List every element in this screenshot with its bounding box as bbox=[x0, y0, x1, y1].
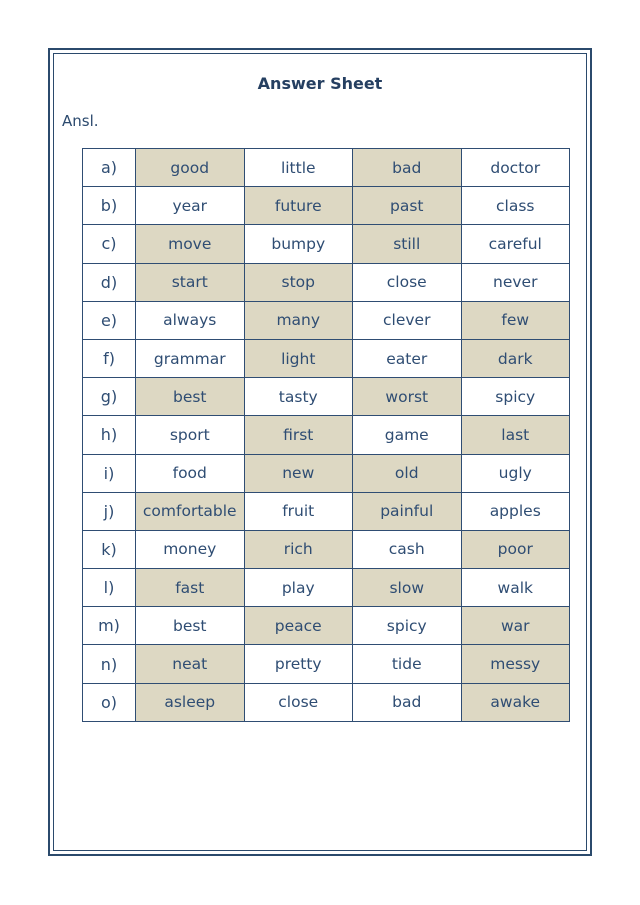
answer-cell-highlighted: messy bbox=[461, 645, 570, 683]
row-letter: c) bbox=[83, 225, 136, 263]
table-row bbox=[83, 301, 570, 339]
answer-cell-highlighted: many bbox=[244, 301, 353, 339]
answer-cell-highlighted: first bbox=[244, 416, 353, 454]
table-row bbox=[83, 492, 570, 530]
answer-cell: pretty bbox=[244, 645, 353, 683]
answer-cell: fruit bbox=[244, 492, 353, 530]
table-row bbox=[83, 607, 570, 645]
answer-cell-highlighted: worst bbox=[353, 378, 462, 416]
row-letter: e) bbox=[83, 301, 136, 339]
row-letter: j) bbox=[83, 492, 136, 530]
answer-cell-highlighted: best bbox=[136, 378, 245, 416]
row-letter: a) bbox=[83, 149, 136, 187]
table-row bbox=[83, 416, 570, 454]
row-letter: f) bbox=[83, 339, 136, 377]
table-row bbox=[83, 149, 570, 187]
answer-cell: never bbox=[461, 263, 570, 301]
row-letter: i) bbox=[83, 454, 136, 492]
answer-cell: close bbox=[244, 683, 353, 721]
answer-cell-highlighted: peace bbox=[244, 607, 353, 645]
answer-cell: best bbox=[136, 607, 245, 645]
table-row bbox=[83, 339, 570, 377]
answer-cell-highlighted: stop bbox=[244, 263, 353, 301]
row-letter: l) bbox=[83, 569, 136, 607]
answer-cell-highlighted: asleep bbox=[136, 683, 245, 721]
answer-cell-highlighted: fast bbox=[136, 569, 245, 607]
answer-cell: always bbox=[136, 301, 245, 339]
answer-cell: spicy bbox=[461, 378, 570, 416]
answer-cell-highlighted: poor bbox=[461, 530, 570, 568]
answer-cell: class bbox=[461, 187, 570, 225]
row-letter: d) bbox=[83, 263, 136, 301]
answer-cell: walk bbox=[461, 569, 570, 607]
answer-cell: year bbox=[136, 187, 245, 225]
row-letter: b) bbox=[83, 187, 136, 225]
answer-cell: ugly bbox=[461, 454, 570, 492]
answer-cell-highlighted: neat bbox=[136, 645, 245, 683]
table-row bbox=[83, 645, 570, 683]
answer-cell-highlighted: awake bbox=[461, 683, 570, 721]
table-row bbox=[83, 263, 570, 301]
answer-cell: cash bbox=[353, 530, 462, 568]
answer-cell-highlighted: dark bbox=[461, 339, 570, 377]
answer-cell-highlighted: few bbox=[461, 301, 570, 339]
answer-cell: tasty bbox=[244, 378, 353, 416]
answer-cell-highlighted: future bbox=[244, 187, 353, 225]
row-letter: m) bbox=[83, 607, 136, 645]
answer-cell: spicy bbox=[353, 607, 462, 645]
answer-cell: close bbox=[353, 263, 462, 301]
answer-cell: play bbox=[244, 569, 353, 607]
table-row bbox=[83, 454, 570, 492]
answer-cell: food bbox=[136, 454, 245, 492]
row-letter: o) bbox=[83, 683, 136, 721]
answer-cell: bumpy bbox=[244, 225, 353, 263]
answer-cell: grammar bbox=[136, 339, 245, 377]
row-letter: n) bbox=[83, 645, 136, 683]
answer-cell-highlighted: slow bbox=[353, 569, 462, 607]
answer-cell-highlighted: bad bbox=[353, 149, 462, 187]
row-letter: h) bbox=[83, 416, 136, 454]
row-letter: g) bbox=[83, 378, 136, 416]
table-row bbox=[83, 569, 570, 607]
answer-cell: sport bbox=[136, 416, 245, 454]
table-row bbox=[83, 530, 570, 568]
answer-cell-highlighted: light bbox=[244, 339, 353, 377]
row-letter: k) bbox=[83, 530, 136, 568]
answer-cell-highlighted: old bbox=[353, 454, 462, 492]
answer-cell-highlighted: new bbox=[244, 454, 353, 492]
answer-cell: clever bbox=[353, 301, 462, 339]
answer-cell-highlighted: last bbox=[461, 416, 570, 454]
answer-cell-highlighted: comfortable bbox=[136, 492, 245, 530]
answer-table bbox=[82, 148, 570, 722]
answer-cell-highlighted: still bbox=[353, 225, 462, 263]
answer-cell-highlighted: painful bbox=[353, 492, 462, 530]
answer-cell-highlighted: war bbox=[461, 607, 570, 645]
table-row bbox=[83, 187, 570, 225]
answer-cell: apples bbox=[461, 492, 570, 530]
answer-cell-highlighted: past bbox=[353, 187, 462, 225]
page-title: Answer Sheet bbox=[257, 74, 383, 93]
answer-cell: doctor bbox=[461, 149, 570, 187]
table-row bbox=[83, 225, 570, 263]
table-row bbox=[83, 378, 570, 416]
answer-cell: careful bbox=[461, 225, 570, 263]
answer-cell: eater bbox=[353, 339, 462, 377]
answer-cell: game bbox=[353, 416, 462, 454]
answer-cell: tide bbox=[353, 645, 462, 683]
answer-cell-highlighted: rich bbox=[244, 530, 353, 568]
answer-cell-highlighted: move bbox=[136, 225, 245, 263]
table-row bbox=[83, 683, 570, 721]
answer-cell: money bbox=[136, 530, 245, 568]
answer-cell: little bbox=[244, 149, 353, 187]
answer-cell: bad bbox=[353, 683, 462, 721]
answer-label: Ansl. bbox=[62, 112, 99, 130]
answer-cell-highlighted: start bbox=[136, 263, 245, 301]
answer-cell-highlighted: good bbox=[136, 149, 245, 187]
